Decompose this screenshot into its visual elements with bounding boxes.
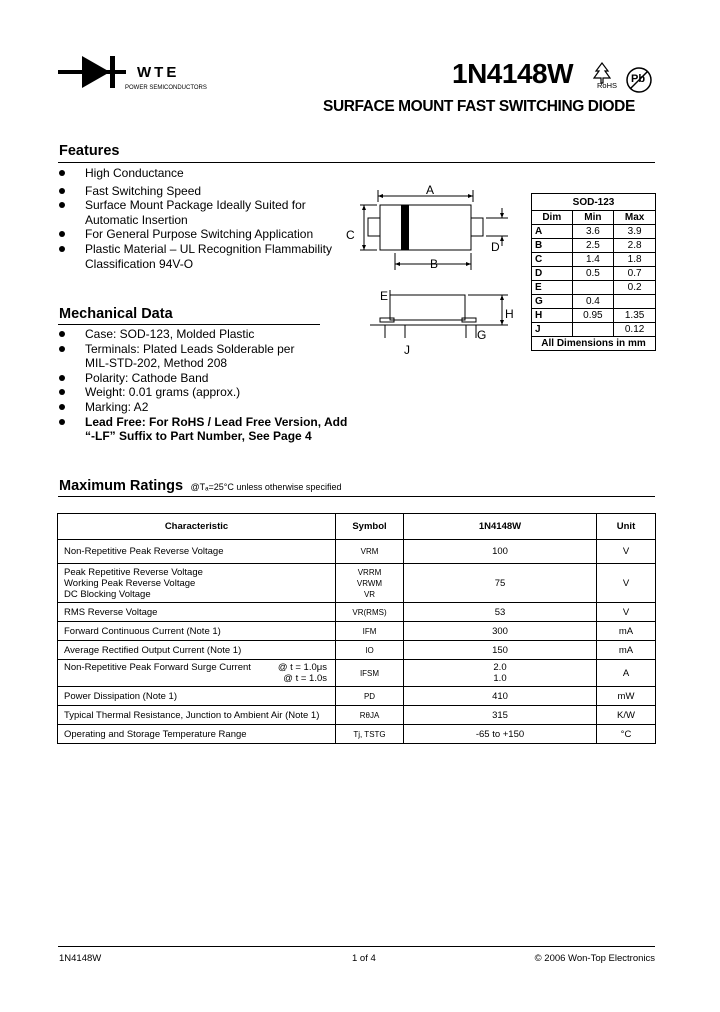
features-list bbox=[59, 166, 349, 271]
surge-conditions: @ t = 1.0μs @ t = 1.0s bbox=[277, 662, 327, 684]
list-item: Fast Switching Speed bbox=[59, 184, 349, 199]
col-characteristic: Characteristic bbox=[58, 514, 336, 540]
ratings-rule bbox=[58, 496, 655, 497]
list-item: Plastic Material – UL Recognition Flammability Classification 94V-O bbox=[59, 242, 345, 271]
list-item: Terminals: Plated Leads Solderable per MIL-STD-202, Method 208 bbox=[59, 342, 315, 371]
list-item: Polarity: Cathode Band bbox=[59, 371, 354, 386]
table-row: G 0.4 bbox=[532, 295, 656, 309]
list-item: Lead Free: For RoHS / Lead Free Version, Add “-LF” Suffix to Part Number, See Page 4 bbox=[59, 415, 350, 444]
rohs-label: RoHS bbox=[597, 81, 618, 90]
footer-part: 1N4148W bbox=[59, 953, 102, 964]
pb-label: Pb bbox=[631, 73, 646, 85]
dim-label-h: H bbox=[505, 307, 514, 321]
mechanical-title: Mechanical Data bbox=[59, 306, 173, 322]
table-row: E 0.2 bbox=[532, 281, 656, 295]
dim-label-g: G bbox=[477, 328, 487, 342]
dim-label-c: C bbox=[346, 228, 355, 242]
table-row: Typical Thermal Resistance, Junction to Ambient Air (Note 1) RθJA 315 K/W bbox=[58, 706, 656, 725]
footer-page: 1 of 4 bbox=[352, 953, 376, 964]
dim-label-b: B bbox=[430, 257, 439, 271]
mechanical-list bbox=[59, 327, 354, 444]
table-row: RMS Reverse Voltage VR(RMS) 53 V bbox=[58, 603, 656, 622]
col-unit: Unit bbox=[597, 514, 656, 540]
table-row: A 3.6 3.9 bbox=[532, 225, 656, 239]
footer-rule bbox=[58, 946, 655, 947]
dimension-table bbox=[531, 193, 656, 351]
ratings-heading bbox=[59, 477, 341, 495]
rohs-badge bbox=[591, 62, 621, 92]
list-item: Marking: A2 bbox=[59, 400, 354, 415]
dim-header: Max bbox=[614, 211, 656, 225]
table-row: Power Dissipation (Note 1) PD 410 mW bbox=[58, 687, 656, 706]
surge-characteristic: Non-Repetitive Peak Forward Surge Current bbox=[64, 662, 251, 673]
company-logo bbox=[58, 55, 213, 95]
table-row: Forward Continuous Current (Note 1) IFM 300 mA bbox=[58, 622, 656, 641]
features-rule bbox=[58, 162, 655, 163]
dim-table-package: SOD-123 bbox=[532, 194, 656, 211]
list-item: Case: SOD-123, Molded Plastic bbox=[59, 327, 354, 342]
list-item: High Conductance bbox=[59, 166, 349, 181]
list-item: Weight: 0.01 grams (approx.) bbox=[59, 385, 354, 400]
col-symbol: Symbol bbox=[336, 514, 404, 540]
dim-label-d: D bbox=[491, 240, 500, 254]
ratings-table bbox=[57, 513, 656, 744]
dim-label-a: A bbox=[426, 183, 435, 197]
part-number: 1N4148W bbox=[452, 58, 574, 89]
logo-text: WTE bbox=[137, 64, 180, 81]
table-row: H 0.95 1.35 bbox=[532, 309, 656, 323]
table-row: J 0.12 bbox=[532, 323, 656, 337]
diode-logo-icon bbox=[58, 55, 126, 89]
table-row: Non-Repetitive Peak Forward Surge Current @ t = 1.0μs @ t = 1.0s IFSM 2.0 1.0 A bbox=[58, 660, 656, 687]
mechanical-rule bbox=[58, 324, 320, 325]
col-value: 1N4148W bbox=[404, 514, 597, 540]
logo-subtext: POWER SEMICONDUCTORS bbox=[125, 85, 207, 91]
table-row: Average Rectified Output Current (Note 1) IO 150 mA bbox=[58, 641, 656, 660]
list-item: Surface Mount Package Ideally Suited for Automatic Insertion bbox=[59, 198, 315, 227]
table-row: Peak Repetitive Reverse Voltage Working Peak Reverse Voltage DC Blocking Voltage VRRM VRWM VR 75 V bbox=[58, 564, 656, 603]
ratings-title: Maximum Ratings bbox=[59, 478, 184, 494]
footer-copyright: © 2006 Won-Top Electronics bbox=[534, 953, 655, 964]
list-item: For General Purpose Switching Application bbox=[59, 227, 349, 242]
dim-table-footer: All Dimensions in mm bbox=[532, 337, 656, 351]
table-row: D 0.5 0.7 bbox=[532, 267, 656, 281]
table-row: C 1.4 1.8 bbox=[532, 253, 656, 267]
features-title: Features bbox=[59, 143, 120, 159]
pb-free-badge bbox=[625, 66, 653, 94]
dim-header: Min bbox=[572, 211, 614, 225]
table-row: Non-Repetitive Peak Reverse Voltage VRM 100 V bbox=[58, 540, 656, 564]
table-row: B 2.5 2.8 bbox=[532, 239, 656, 253]
page-subtitle: SURFACE MOUNT FAST SWITCHING DIODE bbox=[323, 98, 635, 115]
ratings-condition: @Tₐ=25°C unless otherwise specified bbox=[190, 482, 342, 492]
dim-header: Dim bbox=[532, 211, 573, 225]
dim-label-e: E bbox=[380, 289, 389, 303]
dim-label-j: J bbox=[404, 343, 410, 357]
table-row: Operating and Storage Temperature Range Tj, TSTG -65 to +150 °C bbox=[58, 725, 656, 744]
